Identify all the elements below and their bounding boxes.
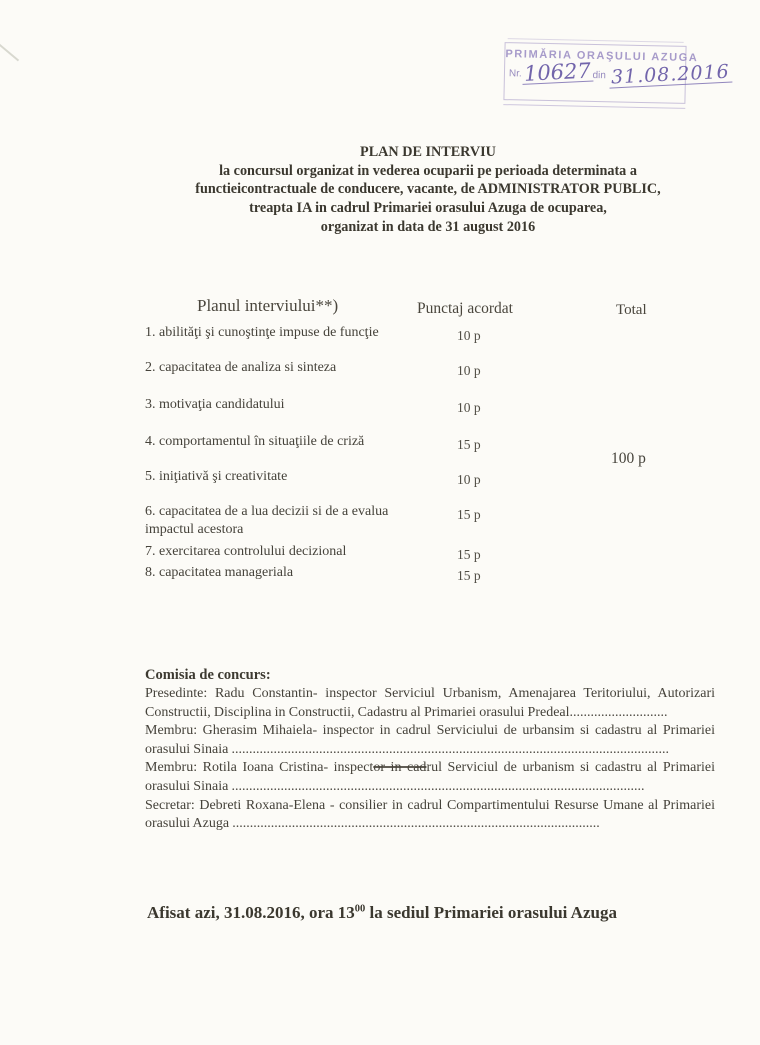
member-dotted-line: ............................ — [569, 704, 668, 720]
commission-section — [145, 666, 715, 834]
member-struck-text: or in cad — [373, 760, 427, 776]
member-text: Membru: Rotila Ioana Cristina- inspect — [145, 760, 374, 776]
points-value: 10 p — [457, 328, 481, 343]
total-points-value: 100 p — [611, 450, 646, 467]
stamp-org-name: PRIMĂRIA ORAŞULUI AZUGA — [505, 48, 699, 65]
member-text: Presedinte: Radu Constantin- inspector Serviciul Urbanism, Amenajarea Teritoriului, Autorizari Constructii, Disciplina in Constructii, Cadastru al Primariei orasului Predeal — [145, 686, 715, 720]
stamp-din-label: din — [592, 69, 607, 82]
column-header-total: Total — [616, 302, 647, 318]
column-header-punctaj: Punctaj acordat — [417, 300, 513, 317]
posting-note-superscript: 00 — [354, 903, 366, 915]
stamp-number-row — [505, 58, 731, 89]
posting-note-text: Afisat azi, 31.08.2016, ora 13 — [147, 903, 355, 922]
points-value: 10 p — [457, 363, 481, 378]
commission-member-secretary — [145, 797, 715, 834]
member-text: Secretar: Debreti Roxana-Elena - consilier in cadrul Compartimentului Resurse Umane al Primariei orasului Azuga — [145, 797, 715, 832]
title-line-3: functieicontractuale de conducere, vacante, de ADMINISTRATOR PUBLIC, — [195, 181, 661, 198]
title-line-5: organizat in data de 31 august 2016 — [320, 218, 536, 235]
document-title — [98, 143, 758, 237]
member-dotted-line: rul Serviciul de urbanism si cadastru al Primariei orasului Sinaia ...................................................................................................................... — [145, 760, 715, 794]
commission-member-1 — [145, 722, 715, 759]
table-row — [145, 396, 705, 414]
scan-artifact-line — [0, 41, 19, 62]
stamp-nr-label: Nr. — [508, 68, 522, 80]
commission-heading: Comisia de concurs: — [145, 667, 271, 683]
table-row — [145, 324, 705, 342]
posting-note-suffix: la sediul Primariei orasului Azuga — [365, 903, 617, 922]
commission-member-2 — [145, 759, 715, 796]
criterion-text: 4. comportamentul în situaţiile de criză — [145, 434, 365, 449]
criterion-text: 5. iniţiativă şi creativitate — [145, 469, 288, 484]
points-value: 15 p — [457, 507, 481, 522]
criterion-text: 6. capacitatea de a lua decizii si de a evalua impactul acestora — [145, 504, 389, 537]
criterion-text: 1. abilităţi şi cunoştinţe impuse de funcţie — [145, 325, 379, 340]
points-value: 10 p — [457, 472, 481, 487]
member-dotted-line: ............................................................................................................................. — [231, 741, 669, 757]
posting-note — [147, 903, 617, 923]
stamp-date-value: 31.08.2016 — [610, 60, 731, 89]
table-row — [145, 543, 705, 561]
table-row — [145, 468, 705, 486]
points-value: 15 p — [457, 568, 481, 583]
table-row — [145, 564, 705, 582]
table-row — [145, 433, 705, 451]
member-text: Membru: Gherasim Mihaiela- inspector in cadrul Serviciului de urbansim si cadastru al Primariei orasului Sinaia — [145, 723, 715, 757]
points-value: 15 p — [457, 547, 481, 562]
commission-member-president — [145, 685, 715, 722]
title-line-2: la concursul organizat in vederea ocuparii pe perioada determinata a — [219, 162, 637, 179]
criterion-text: 8. capacitatea manageriala — [145, 565, 294, 580]
table-row — [145, 359, 705, 377]
table-row — [145, 503, 705, 539]
title-line-1: PLAN DE INTERVIU — [360, 144, 496, 160]
criterion-text: 3. motivaţia candidatului — [145, 397, 285, 412]
criterion-text: 2. capacitatea de analiza si sinteza — [145, 360, 337, 375]
stamp-border-line — [503, 104, 685, 109]
stamp-nr-value: 10627 — [523, 58, 592, 86]
points-value: 15 p — [457, 437, 481, 452]
criterion-text: 7. exercitarea controlului decizional — [145, 544, 347, 559]
column-header-plan: Planul interviului**) — [197, 296, 339, 315]
member-dotted-line: ......................................................................................................... — [232, 816, 600, 832]
registration-stamp — [503, 42, 731, 104]
title-line-4: treapta IA in cadrul Primariei orasului Azuga de ocuparea, — [249, 200, 607, 217]
points-value: 10 p — [457, 400, 481, 415]
